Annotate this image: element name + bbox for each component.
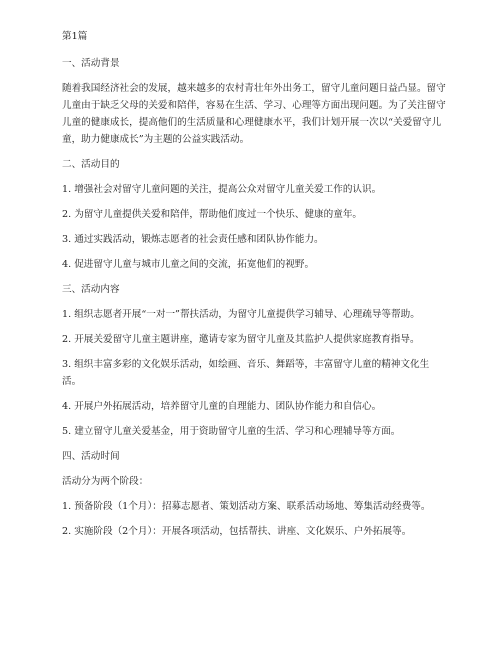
- document-title: 第1篇: [62, 31, 88, 42]
- section-heading-background: 一、活动背景: [62, 58, 120, 69]
- document-page: [62, 28, 447, 548]
- purpose-item: 1. 增强社会对留守儿童问题的关注，提高公众对留守儿童关爱工作的认识。: [62, 184, 382, 195]
- section-heading-purpose: 二、活动目的: [62, 159, 120, 170]
- purpose-item: 3. 通过实践活动，锻炼志愿者的社会责任感和团队协作能力。: [62, 234, 324, 245]
- background-paragraph: 随着我国经济社会的发展，越来越多的农村青壮年外出务工，留守儿童问题日益凸显。留守儿童由于缺乏父母的关爱和陪伴，容易在生活、学习、心理等方面出现问题。为了关注留守儿童的健康成长，提高他们的生活质量和心理健康水平，我们计划开展一次以“关爱留守儿童，助力健康成长”为主题的公益实践活动。: [62, 83, 446, 145]
- content-item: 2. 开展关爱留守儿童主题讲座，邀请专家为留守儿童及其监护人提供家庭教育指导。: [62, 334, 420, 345]
- section-heading-time: 四、活动时间: [62, 451, 120, 462]
- time-item: 1. 预备阶段（1个月）：招募志愿者、策划活动方案、联系活动场地、筹集活动经费等。: [62, 501, 431, 512]
- content-item: 3. 组织丰富多彩的文化娱乐活动，如绘画、音乐、舞蹈等，丰富留守儿童的精神文化生活。: [62, 359, 430, 387]
- section-heading-content: 三、活动内容: [62, 284, 120, 295]
- time-intro: 活动分为两个阶段：: [62, 476, 149, 487]
- content-item: 5. 建立留守儿童关爱基金，用于资助留守儿童的生活、学习和心理辅导等方面。: [62, 426, 401, 437]
- purpose-item: 4. 促进留守儿童与城市儿童之间的交流，拓宽他们的视野。: [62, 259, 315, 270]
- purpose-item: 2. 为留守儿童提供关爱和陪伴，帮助他们度过一个快乐、健康的童年。: [62, 209, 363, 220]
- content-item: 4. 开展户外拓展活动，培养留守儿童的自理能力、团队协作能力和自信心。: [62, 401, 382, 412]
- time-item: 2. 实施阶段（2个月）：开展各项活动，包括帮扶、讲座、文化娱乐、户外拓展等。: [62, 526, 412, 537]
- content-item: 1. 组织志愿者开展“一对一”帮扶活动，为留守儿童提供学习辅导、心理疏导等帮助。: [62, 309, 420, 320]
